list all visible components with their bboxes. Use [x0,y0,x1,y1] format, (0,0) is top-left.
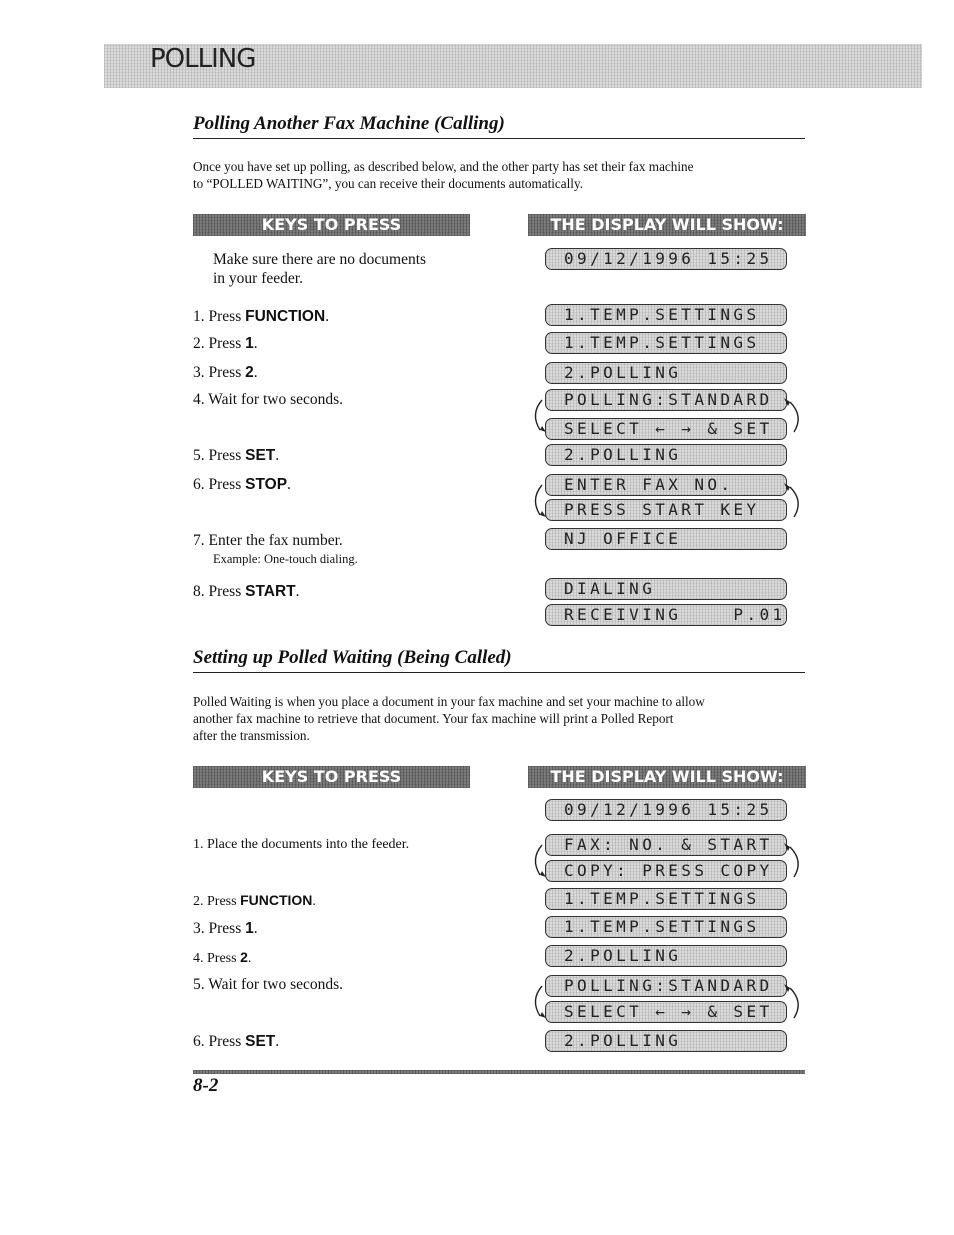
step-text: Press [208,335,242,352]
section1-step-1 [193,307,329,326]
section1-step-3 [193,363,258,382]
step-end: . [253,364,258,381]
section1-step-7-note: Example: One-touch dialing. [213,552,358,566]
step-key: SET [245,447,276,464]
step-text: Press [208,447,242,464]
section2-step-3 [193,919,258,938]
step-end: . [275,447,280,464]
lcd-display: RECEIVING P.01 [545,604,787,626]
pre-step-line-1: Make sure there are no documents [213,251,427,268]
section2-intro [193,693,813,744]
section1-step-6 [193,475,291,494]
step-text: Press [208,364,242,381]
step-key: 2 [240,949,248,965]
step-number: 5. [193,976,205,993]
section2-step-2 [193,891,316,911]
section1-step-2 [193,334,258,353]
pre-step-line-2: in your feeder. [213,270,303,287]
step-number: 3. [193,920,205,937]
step-text: Wait for two seconds. [208,391,344,408]
step-key: 2 [245,364,254,381]
section1-keys-header: KEYS TO PRESS [193,214,470,236]
step-key: STOP [245,476,288,493]
lcd-display: NJ OFFICE [545,528,787,550]
step-key: SET [245,1033,276,1050]
lcd-display: 2.POLLING [545,362,787,384]
lcd-display: 09/12/1996 15:25 [545,799,787,821]
step-end: . [253,920,258,937]
step-number: 1. [193,837,204,852]
lcd-display: 1.TEMP.SETTINGS [545,304,787,326]
alternating-display-arrows-icon [520,837,810,887]
step-number: 5. [193,447,205,464]
step-text: Wait for two seconds. [208,976,344,993]
step-end: . [287,476,291,493]
step-end: . [275,1033,280,1050]
section2-step-5 [193,975,343,994]
step-number: 2. [193,894,204,909]
lcd-display: DIALING [545,578,787,600]
page-number: 8-2 [193,1075,219,1096]
step-number: 2. [193,335,205,352]
step-key: 1 [245,335,254,352]
step-number: 6. [193,476,205,493]
section2-intro-line-2: another fax machine to retrieve that document. Your fax machine will print a Polled Report [193,711,674,726]
section1-intro-line-2: to “POLLED WAITING”, you can receive their documents automatically. [193,176,583,191]
lcd-display: 2.POLLING [545,444,787,466]
lcd-display: POLLING:STANDARD [545,389,787,411]
step-text: Press [208,1033,242,1050]
section2-intro-line-3: after the transmission. [193,728,310,743]
step-number: 8. [193,583,205,600]
step-number: 4. [193,391,205,408]
step-key: 1 [245,920,254,937]
lcd-display: SELECT ← → & SET [545,418,787,440]
lcd-display: SELECT ← → & SET [545,1001,787,1023]
section1-step-8 [193,582,300,601]
section2-display-header: THE DISPLAY WILL SHOW: [528,766,806,788]
section1-display-header: THE DISPLAY WILL SHOW: [528,214,806,236]
step-key: START [245,583,296,600]
lcd-display: FAX: NO. & START [545,834,787,856]
chapter-banner [104,44,922,88]
step-text: Press [207,951,237,966]
section1-intro-line-1: Once you have set up polling, as described below, and the other party has set their fax machine [193,159,694,174]
step-text: Place the documents into the feeder. [207,837,410,852]
section1-intro [193,158,813,192]
section2-intro-line-1: Polled Waiting is when you place a document in your fax machine and set your machine to allow [193,694,705,709]
step-text: Press [208,476,242,493]
step-text: Enter the fax number. [208,532,343,549]
lcd-display: 09/12/1996 15:25 [545,248,787,270]
lcd-display: 2.POLLING [545,1030,787,1052]
step-number: 4. [193,951,204,966]
section1-step-7 [193,531,343,550]
step-number: 7. [193,532,205,549]
step-end: . [295,583,300,600]
alternating-display-arrows-icon [520,392,810,442]
step-end: . [247,951,252,966]
step-end: . [312,894,316,909]
step-key: FUNCTION [240,892,313,908]
chapter-title: POLLING [150,44,256,74]
alternating-display-arrows-icon [520,477,810,527]
footer-rule [193,1070,805,1074]
step-end: . [253,335,258,352]
step-key: FUNCTION [245,308,326,325]
lcd-display: COPY: PRESS COPY [545,860,787,882]
section2-step-6 [193,1032,279,1051]
lcd-display: 2.POLLING [545,945,787,967]
alternating-display-arrows-icon [520,978,810,1028]
section1-step-4 [193,390,343,409]
step-text: Press [208,308,242,325]
step-end: . [325,308,330,325]
step-text: Press [207,894,237,909]
lcd-display: PRESS START KEY [545,499,787,521]
section1-step-5 [193,446,279,465]
section1-pre-step [213,250,426,288]
step-number: 1. [193,308,205,325]
step-text: Press [208,920,242,937]
section2-title: Setting up Polled Waiting (Being Called) [193,647,805,673]
section1-title: Polling Another Fax Machine (Calling) [193,113,805,139]
lcd-display: 1.TEMP.SETTINGS [545,332,787,354]
lcd-display: POLLING:STANDARD [545,975,787,997]
step-text: Press [208,583,242,600]
section2-keys-header: KEYS TO PRESS [193,766,470,788]
step-number: 3. [193,364,205,381]
section2-step-4 [193,948,251,968]
lcd-display: 1.TEMP.SETTINGS [545,916,787,938]
step-number: 6. [193,1033,205,1050]
section2-step-1 [193,835,409,854]
lcd-display: 1.TEMP.SETTINGS [545,888,787,910]
lcd-display: ENTER FAX NO. [545,474,787,496]
